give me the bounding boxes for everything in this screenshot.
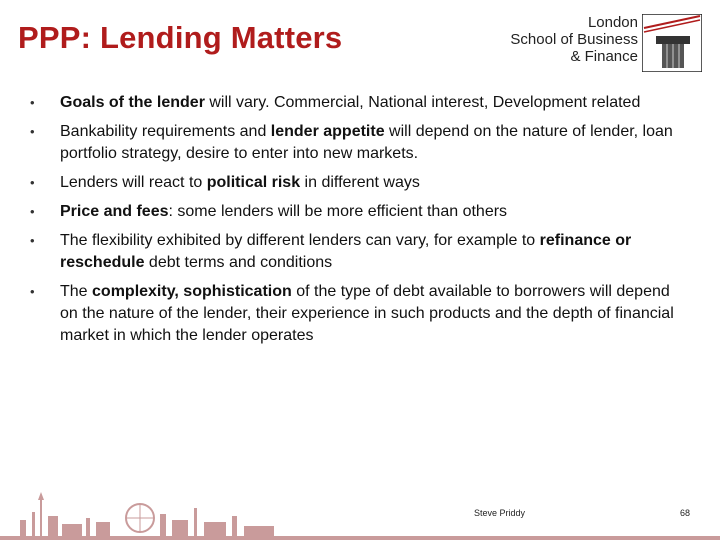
bullet-marker: • [30,124,35,139]
bullet-text: will depend on the nature of lender, loan portfolio strategy, desire to enter into new markets. [60,123,673,162]
bullet-emphasis: refinance or reschedule [60,232,632,271]
slide-title: PPP: Lending Matters [18,20,343,55]
bullet-marker: • [30,175,35,190]
bullet-item [30,201,690,223]
bullet-item [30,281,690,347]
bullet-emphasis: lender appetite [270,123,385,140]
bullet-marker: • [30,233,35,248]
bullet-text: will vary. Commercial, National interest, Development related [204,94,641,111]
bullet-marker: • [30,204,35,219]
bullet-marker: • [30,95,35,110]
bullet-text: Bankability requirements and [60,123,271,140]
bullet-emphasis: Goals of the lender [60,94,205,111]
lsbf-logo [508,14,708,74]
column-logo-icon [642,14,702,72]
bullet-item [30,121,690,165]
bullet-text: in different ways [300,174,420,191]
bullet-text: of the type of debt available to borrowers will depend on the nature of the lender, their experience in such products and the depth of financial market in which the lender operates [60,283,674,344]
logo-text [508,14,638,65]
footer-author: Steve Priddy [474,508,526,518]
bullet-emphasis: political risk [206,174,301,191]
logo-line-2: School of Business [510,31,638,48]
bullet-list [30,92,690,354]
bullet-text: The flexibility exhibited by different lenders can vary, for example to [60,232,540,249]
bullet-text: : some lenders will be more efficient than others [168,203,508,220]
london-skyline-graphic [0,470,720,540]
logo-line-3: & Finance [570,48,638,65]
bullet-text: debt terms and conditions [144,254,333,271]
logo-line-1: London [587,14,638,31]
bullet-item [30,172,690,194]
bullet-text: The [60,283,93,300]
bullet-marker: • [30,284,35,299]
page-number: 68 [680,508,691,518]
bullet-item [30,92,690,114]
bullet-text: Lenders will react to [60,174,207,191]
bullet-item [30,230,690,274]
bullet-emphasis: Price and fees [60,203,169,220]
bullet-emphasis: complexity, sophistication [92,283,292,300]
